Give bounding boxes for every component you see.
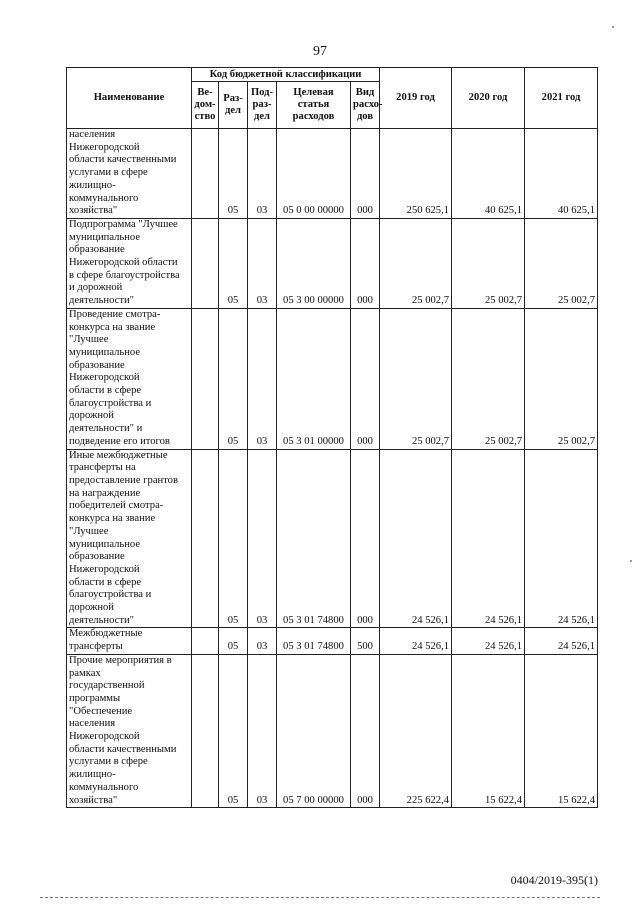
row-celevaya-statya: 05 3 01 00000: [277, 308, 351, 449]
table-row: [67, 129, 598, 219]
row-name: Подпрограмма "Лучшее муниципальное образование Нижегородской области в сфере благоустройства и дорожной деятельности": [67, 218, 192, 308]
page-number: 97: [313, 44, 327, 59]
row-razdel: 05: [219, 218, 248, 308]
row-2019: 250 625,1: [380, 129, 452, 219]
row-celevaya-statya: 05 0 00 00000: [277, 129, 351, 219]
row-vid-raskhodov: 000: [351, 308, 380, 449]
header-celevaya-statya: Целевая статья расходов: [277, 82, 351, 129]
row-name: Межбюджетные трансферты: [67, 628, 192, 654]
table-row: [67, 218, 598, 308]
row-2021: 24 526,1: [525, 628, 598, 654]
table-row: [67, 449, 598, 628]
header-vid-raskhodov: Вид расхо- дов: [351, 82, 380, 129]
row-podrazdel: 03: [248, 628, 277, 654]
row-2021: 40 625,1: [525, 129, 598, 219]
row-name: Проведение смотра- конкурса на звание "Лучшее муниципальное образование Нижегородской области в сфере благоустройства и дорожной деятельности" и подведение его итогов: [67, 308, 192, 449]
row-podrazdel: 03: [248, 308, 277, 449]
row-celevaya-statya: 05 3 01 74800: [277, 449, 351, 628]
row-vid-raskhodov: 500: [351, 628, 380, 654]
scan-speck: [612, 26, 614, 28]
header-razdel: Раз- дел: [219, 82, 248, 129]
row-vedomstvo: [192, 129, 219, 219]
header-vedomstvo: Ве- дом- ство: [192, 82, 219, 129]
table-row: [67, 628, 598, 654]
row-2019: 225 622,4: [380, 654, 452, 807]
row-podrazdel: 03: [248, 654, 277, 807]
row-razdel: 05: [219, 308, 248, 449]
row-vid-raskhodov: 000: [351, 218, 380, 308]
row-2019: 24 526,1: [380, 449, 452, 628]
table-row: [67, 308, 598, 449]
row-vid-raskhodov: 000: [351, 654, 380, 807]
row-celevaya-statya: 05 3 01 74800: [277, 628, 351, 654]
row-2021: 24 526,1: [525, 449, 598, 628]
row-2020: 40 625,1: [452, 129, 525, 219]
header-name: Наименование: [67, 68, 192, 129]
row-vedomstvo: [192, 218, 219, 308]
header-2019: 2019 год: [380, 68, 452, 129]
row-name: населения Нижегородской области качественными услугами в сфере жилищно- коммунального хозяйства": [67, 129, 192, 219]
scan-speck: [630, 560, 632, 562]
row-podrazdel: 03: [248, 218, 277, 308]
budget-table: [66, 67, 598, 808]
row-vedomstvo: [192, 449, 219, 628]
document-code: 0404/2019-395(1): [510, 873, 598, 887]
scan-edge-line: [40, 897, 600, 898]
row-name: Иные межбюджетные трансферты на предоставление грантов на награждение победителей смотра- конкурса на звание "Лучшее муниципальное образование Нижегородской области в сфере благоустройства и дорожной деятельности": [67, 449, 192, 628]
row-2019: 24 526,1: [380, 628, 452, 654]
row-razdel: 05: [219, 129, 248, 219]
row-vedomstvo: [192, 308, 219, 449]
header-2021: 2021 год: [525, 68, 598, 129]
row-celevaya-statya: 05 3 00 00000: [277, 218, 351, 308]
header-podrazdel: Под- раз- дел: [248, 82, 277, 129]
header-budget-code-group: Код бюджетной классификации: [192, 68, 380, 82]
row-vid-raskhodov: 000: [351, 449, 380, 628]
row-2021: 25 002,7: [525, 308, 598, 449]
row-celevaya-statya: 05 7 00 00000: [277, 654, 351, 807]
header-2020: 2020 год: [452, 68, 525, 129]
row-2020: 25 002,7: [452, 308, 525, 449]
row-razdel: 05: [219, 449, 248, 628]
row-2021: 15 622,4: [525, 654, 598, 807]
row-vedomstvo: [192, 628, 219, 654]
row-2019: 25 002,7: [380, 218, 452, 308]
row-razdel: 05: [219, 628, 248, 654]
table-row: [67, 654, 598, 807]
row-vedomstvo: [192, 654, 219, 807]
row-podrazdel: 03: [248, 129, 277, 219]
row-2020: 24 526,1: [452, 628, 525, 654]
row-2020: 15 622,4: [452, 654, 525, 807]
row-2021: 25 002,7: [525, 218, 598, 308]
row-2019: 25 002,7: [380, 308, 452, 449]
row-podrazdel: 03: [248, 449, 277, 628]
row-razdel: 05: [219, 654, 248, 807]
row-2020: 25 002,7: [452, 218, 525, 308]
row-2020: 24 526,1: [452, 449, 525, 628]
row-name: Прочие мероприятия в рамках государственной программы "Обеспечение населения Нижегородской области качественными услугами в сфере жилищно- коммунального хозяйства": [67, 654, 192, 807]
row-vid-raskhodov: 000: [351, 129, 380, 219]
